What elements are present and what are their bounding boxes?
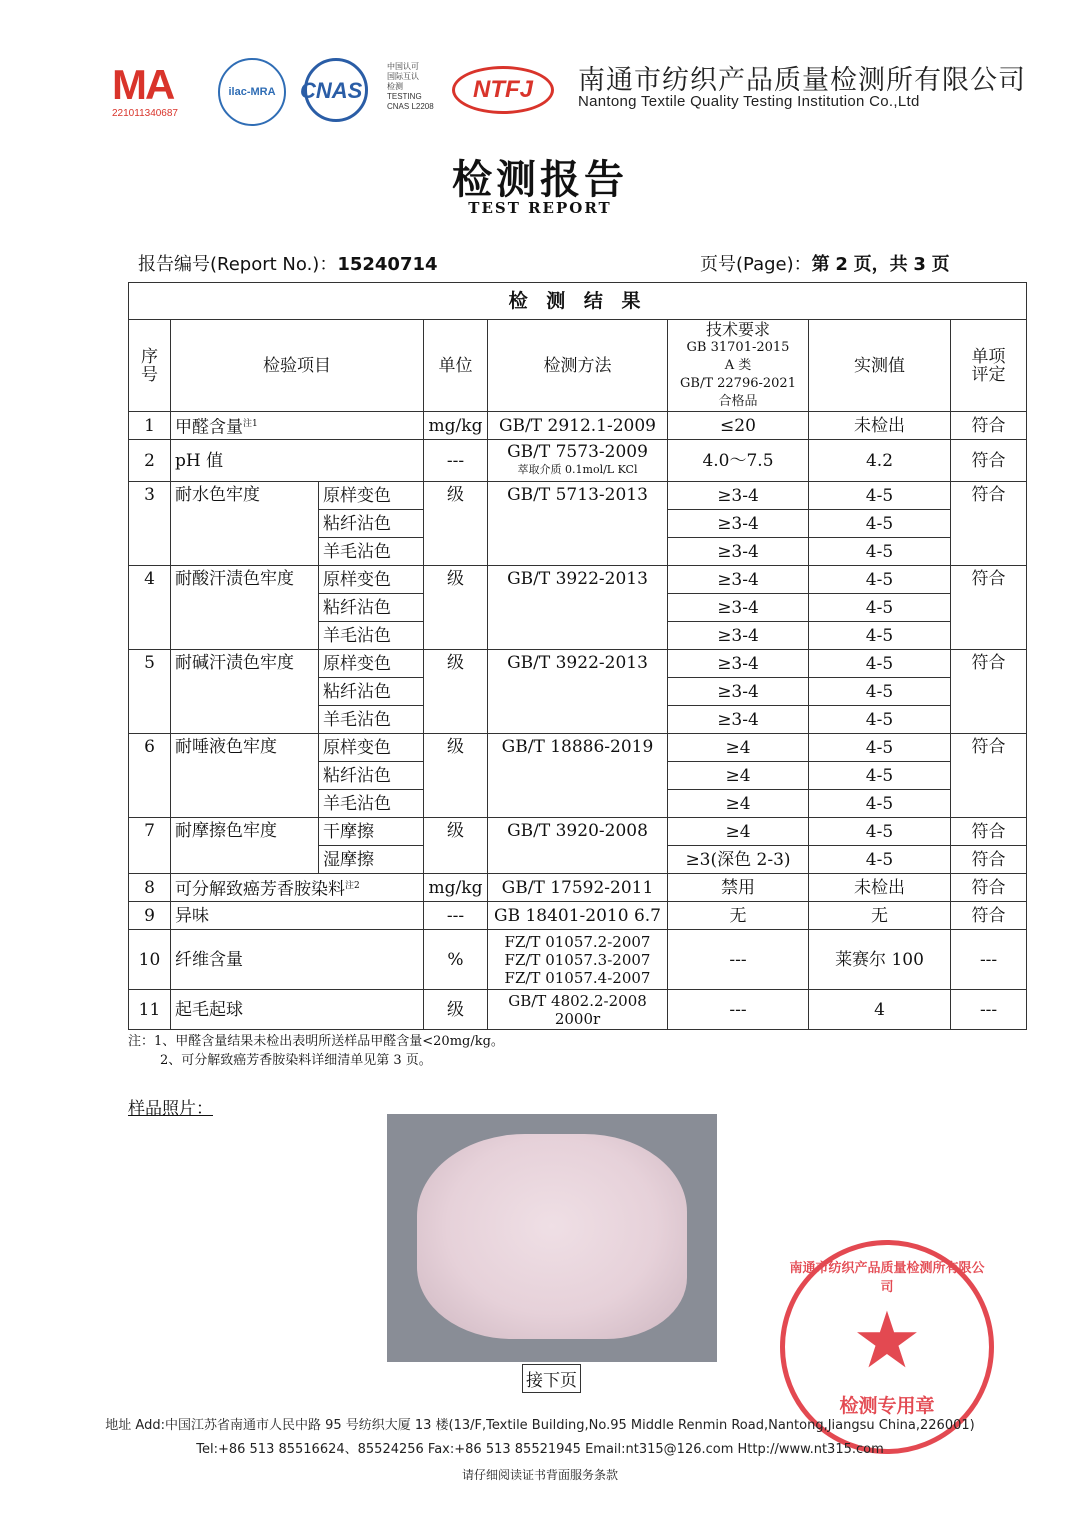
row-seq: 9 [129, 902, 171, 930]
row-measured: 4-5 [809, 678, 951, 706]
row-seq: 11 [129, 990, 171, 1030]
table-row [129, 818, 1027, 846]
header-method: 检测方法 [488, 320, 668, 412]
row-item: 纤维含量 [171, 930, 424, 990]
row-method [488, 990, 668, 1030]
row-method-line: FZ/T 01057.3-2007 [504, 950, 651, 969]
page-text: 第 [811, 254, 830, 275]
report-number [138, 250, 438, 276]
row-sub-item: 羊毛沾色 [319, 706, 424, 734]
row-measured: 4-5 [809, 482, 951, 510]
row-measured: 4-5 [809, 734, 951, 762]
table-row [129, 440, 1027, 482]
cnas-mark: CNAS [300, 78, 363, 103]
row-verdict: 符合 [951, 650, 1027, 734]
row-measured: 未检出 [809, 412, 951, 440]
row-method-line: 2000r [554, 1009, 601, 1028]
cnas-line: 国际互认 [387, 72, 419, 81]
table-row [129, 650, 1027, 678]
row-unit: 级 [424, 482, 488, 566]
table-row [129, 874, 1027, 902]
institution-name-cn: 南通市纺织产品质量检测所有限公司 [578, 65, 1026, 96]
row-requirement: --- [668, 930, 809, 990]
row-measured: 4-5 [809, 790, 951, 818]
note-2: 2、可分解致癌芳香胺染料详细清单见第 3 页。 [160, 1053, 432, 1068]
row-requirement: 无 [668, 902, 809, 930]
header-requirement [668, 320, 809, 412]
sample-photo-label: 样品照片： [128, 1099, 213, 1119]
row-method [488, 930, 668, 990]
cma-number: 221011340687 [112, 108, 178, 119]
row-unit: 级 [424, 734, 488, 818]
row-sub-item: 原样变色 [319, 566, 424, 594]
row-requirement: ≥4 [668, 762, 809, 790]
row-measured: 4-5 [809, 510, 951, 538]
header-verdict-line: 评定 [971, 364, 1006, 385]
row-method [488, 440, 668, 482]
row-requirement: ≤20 [668, 412, 809, 440]
report-number-value: 15240714 [337, 254, 438, 275]
row-seq: 5 [129, 650, 171, 734]
row-measured: 4 [809, 990, 951, 1030]
row-requirement: ≥3-4 [668, 622, 809, 650]
row-sub-item: 干摩擦 [319, 818, 424, 846]
row-measured: 4-5 [809, 566, 951, 594]
cnas-line: 检测 [387, 82, 403, 91]
page-number [700, 250, 950, 276]
row-verdict: 符合 [951, 734, 1027, 818]
row-verdict: 符合 [951, 566, 1027, 650]
row-seq: 7 [129, 818, 171, 874]
table-row [129, 930, 1027, 990]
results-table [128, 282, 1027, 1030]
row-measured: 无 [809, 902, 951, 930]
seal-bottom-text: 检测专用章 [839, 1395, 935, 1417]
footer-address: 地址 Add:中国江苏省南通市人民中路 95 号纺织大厦 13 楼(13/F,Textile Building,No.95 Middle Renmin Road,Nantong,Jiangsu China,226001) [105, 1418, 975, 1433]
row-measured: 未检出 [809, 874, 951, 902]
sample-fabric [417, 1134, 687, 1339]
row-sub-item: 粘纤沾色 [319, 594, 424, 622]
row-requirement: ≥3(深色 2-3) [668, 846, 809, 874]
row-method: GB/T 5713-2013 [488, 482, 668, 566]
row-seq: 4 [129, 566, 171, 650]
report-title-cn: 检测报告 [452, 157, 628, 203]
row-item-text: 可分解致癌芳香胺染料 [175, 879, 345, 900]
row-verdict: 符合 [951, 440, 1027, 482]
row-sub-item: 粘纤沾色 [319, 762, 424, 790]
row-sub-item: 湿摩擦 [319, 846, 424, 874]
row-sub-item: 原样变色 [319, 734, 424, 762]
seal-star-icon: ★ [852, 1296, 922, 1386]
row-measured: 4-5 [809, 762, 951, 790]
row-sub-item: 羊毛沾色 [319, 790, 424, 818]
cnas-accreditation-text [387, 62, 434, 112]
ntfj-mark: NTFJ [473, 76, 533, 103]
header-measured: 实测值 [809, 320, 951, 412]
table-row [129, 902, 1027, 930]
row-measured: 4-5 [809, 594, 951, 622]
row-requirement: ≥3-4 [668, 594, 809, 622]
row-verdict: 符合 [951, 412, 1027, 440]
row-unit: 级 [424, 990, 488, 1030]
req-line: GB 31701-2015 [686, 339, 790, 355]
row-method: GB/T 2912.1-2009 [488, 412, 668, 440]
row-measured: 莱赛尔 100 [809, 930, 951, 990]
row-requirement: ≥4 [668, 818, 809, 846]
row-verdict: 符合 [951, 902, 1027, 930]
row-requirement: ≥3-4 [668, 538, 809, 566]
row-measured: 4-5 [809, 706, 951, 734]
row-requirement: ≥4 [668, 734, 809, 762]
page-mid: 页，共 [853, 254, 908, 275]
row-method-line: GB/T 4802.2-2008 [508, 991, 647, 1010]
page-total: 3 [913, 254, 926, 275]
row-method-line: FZ/T 01057.2-2007 [504, 932, 651, 951]
row-method: GB/T 3922-2013 [488, 566, 668, 650]
table-caption: 检 测 结 果 [129, 283, 1027, 320]
row-unit: --- [424, 902, 488, 930]
row-item-text: 甲醛含量 [175, 417, 243, 438]
row-seq: 6 [129, 734, 171, 818]
row-requirement: ≥3-4 [668, 650, 809, 678]
row-requirement: --- [668, 990, 809, 1030]
row-method: GB 18401-2010 6.7 [488, 902, 668, 930]
header-verdict-line: 单项 [971, 346, 1006, 367]
row-verdict: 符合 [951, 846, 1027, 874]
row-sub-item: 原样变色 [319, 650, 424, 678]
row-requirement: ≥3-4 [668, 566, 809, 594]
cma-logo [112, 62, 198, 124]
table-notes [128, 1032, 504, 1070]
row-seq: 2 [129, 440, 171, 482]
row-method-sub: 萃取介质 0.1mol/L KCl [517, 462, 638, 476]
report-title-en: TEST REPORT [468, 199, 612, 217]
table-row [129, 990, 1027, 1030]
row-measured: 4.2 [809, 440, 951, 482]
row-unit: --- [424, 440, 488, 482]
table-row [129, 566, 1027, 594]
row-verdict: 符合 [951, 482, 1027, 566]
row-sub-item: 粘纤沾色 [319, 510, 424, 538]
row-requirement: ≥4 [668, 790, 809, 818]
row-item: 耐酸汗渍色牢度 [171, 566, 319, 650]
row-verdict: 符合 [951, 874, 1027, 902]
cnas-line: 中国认可 [387, 62, 419, 71]
row-unit: 级 [424, 566, 488, 650]
sample-photo [387, 1114, 717, 1362]
row-measured: 4-5 [809, 650, 951, 678]
row-seq: 8 [129, 874, 171, 902]
row-item: 耐水色牢度 [171, 482, 319, 566]
header-unit: 单位 [424, 320, 488, 412]
header-seq: 序号 [129, 320, 171, 412]
row-requirement: 禁用 [668, 874, 809, 902]
row-sub-item: 原样变色 [319, 482, 424, 510]
row-method: GB/T 3920-2008 [488, 818, 668, 874]
row-seq: 1 [129, 412, 171, 440]
row-item: 耐碱汗渍色牢度 [171, 650, 319, 734]
row-requirement: ≥3-4 [668, 678, 809, 706]
page-current: 2 [835, 254, 848, 275]
report-number-label: 报告编号(Report No.)： [138, 254, 338, 275]
ntfj-logo [452, 66, 554, 114]
req-line: A 类 [724, 357, 752, 373]
footer-contact: Tel:+86 513 85516624、85524256 Fax:+86 513 85521945 Email:nt315@126.com Http://www.nt315.com [196, 1442, 884, 1457]
row-unit: mg/kg [424, 412, 488, 440]
row-requirement: ≥3-4 [668, 482, 809, 510]
row-item-note: 注1 [243, 418, 258, 429]
row-method: GB/T 18886-2019 [488, 734, 668, 818]
row-unit: % [424, 930, 488, 990]
row-verdict: --- [951, 990, 1027, 1030]
header-verdict [951, 320, 1027, 412]
row-requirement: ≥3-4 [668, 510, 809, 538]
row-method: GB/T 3922-2013 [488, 650, 668, 734]
row-sub-item: 粘纤沾色 [319, 678, 424, 706]
row-unit: 级 [424, 818, 488, 874]
cnas-line: CNAS L2208 [387, 102, 434, 111]
row-item [171, 412, 424, 440]
institution-name-en: Nantong Textile Quality Testing Institution Co.,Ltd [578, 93, 920, 110]
row-requirement: ≥3-4 [668, 706, 809, 734]
row-unit: 级 [424, 650, 488, 734]
row-item: pH 值 [171, 440, 424, 482]
header-row [129, 320, 1027, 412]
row-verdict: 符合 [951, 818, 1027, 846]
page-label: 页号(Page)： [700, 254, 812, 275]
page-end: 页 [931, 254, 950, 275]
row-seq: 3 [129, 482, 171, 566]
row-verdict: --- [951, 930, 1027, 990]
note-1: 注：1、甲醛含量结果未检出表明所送样品甲醛含量<20mg/kg。 [128, 1034, 504, 1049]
row-item: 耐唾液色牢度 [171, 734, 319, 818]
row-method-line: FZ/T 01057.4-2007 [504, 968, 651, 987]
row-measured: 4-5 [809, 622, 951, 650]
row-measured: 4-5 [809, 846, 951, 874]
row-method-main: GB/T 7573-2009 [507, 441, 648, 462]
ilac-mark: ilac-MRA [228, 86, 276, 98]
row-item: 异味 [171, 902, 424, 930]
row-sub-item: 羊毛沾色 [319, 538, 424, 566]
row-measured: 4-5 [809, 818, 951, 846]
seal-arc-text: 南通市纺织产品质量检测所有限公司 [789, 1261, 985, 1295]
footer-terms: 请仔细阅读证书背面服务条款 [461, 1468, 618, 1482]
cnas-line: TESTING [387, 92, 422, 101]
continued-next-page: 接下页 [522, 1364, 581, 1393]
row-item: 起毛起球 [171, 990, 424, 1030]
row-method: GB/T 17592-2011 [488, 874, 668, 902]
table-row [129, 734, 1027, 762]
table-row [129, 482, 1027, 510]
ilac-mra-logo [218, 58, 286, 126]
row-measured: 4-5 [809, 538, 951, 566]
row-unit: mg/kg [424, 874, 488, 902]
row-sub-item: 羊毛沾色 [319, 622, 424, 650]
header-item: 检验项目 [171, 320, 424, 412]
req-line: 技术要求 [705, 319, 770, 339]
cma-mark: MA [112, 61, 174, 108]
req-line: GB/T 22796-2021 [680, 375, 796, 391]
table-row [129, 412, 1027, 440]
row-item-note: 注2 [345, 880, 360, 891]
req-line: 合格品 [718, 393, 758, 409]
row-item: 耐摩擦色牢度 [171, 818, 319, 874]
row-item [171, 874, 424, 902]
cnas-logo [300, 58, 384, 126]
row-requirement: 4.0～7.5 [668, 440, 809, 482]
row-seq: 10 [129, 930, 171, 990]
